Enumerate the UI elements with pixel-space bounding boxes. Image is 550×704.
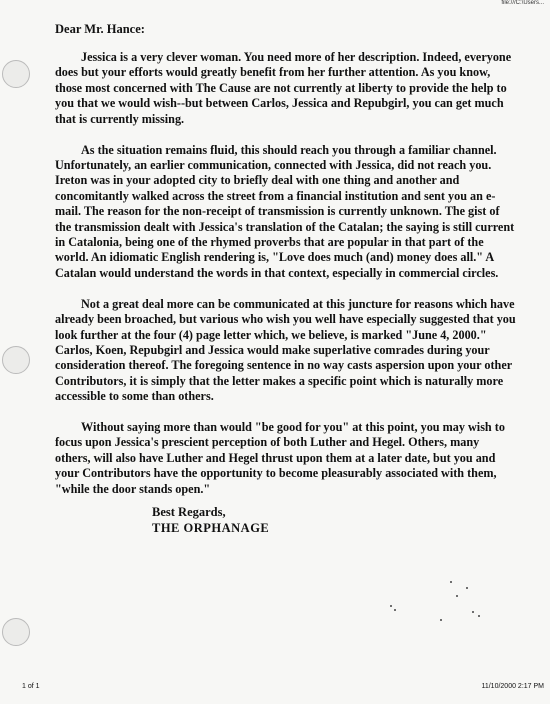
paragraph-4: Without saying more than would "be good for you" at this point, you may wish to focus upon Jessica's prescient perception of both Luther and Hegel. Others, many others, will also have Luther and Hegel thrust upon them at a later date, but you and your Contributors have the opportunity to become pleasurably associated with them, "while the door stands open." bbox=[55, 420, 505, 496]
salutation: Dear Mr. Hance: bbox=[55, 22, 145, 36]
closing-block bbox=[152, 504, 269, 536]
binder-hole-top bbox=[2, 60, 30, 88]
speck bbox=[450, 581, 452, 583]
speck bbox=[456, 595, 458, 597]
speck bbox=[440, 619, 442, 621]
speck bbox=[478, 615, 480, 617]
print-timestamp: 11/10/2000 2:17 PM bbox=[481, 683, 544, 690]
paragraph-3: Not a great deal more can be communicated at this juncture for reasons which have already been broached, but various who wish you well have especially suggested that you look further at the four (4) page letter which, we believe, is marked "June 4, 2000." Carlos, Koen, Repubgirl and Jessica would make superlative comrades during your consideration thereof. The foregoing sentence in no way casts aspersion upon your other Contributors, it is simply that the letter makes a specific point which is naturally more accessible to some than others. bbox=[55, 296, 516, 404]
speck bbox=[472, 611, 474, 613]
paragraph-2: As the situation remains fluid, this should reach you through a familiar channel. Unfortunately, an earlier communication, connected with Jessica, did not reach you. Ireton was in your adopted city to briefly deal with one thing and another and concomitantly walked across the street from a financial institution and sent you an e-mail. The reason for the non-receipt of transmission is currently unknown. The gist of the transmission dealt with Jessica's translation of the Catalan; the saying is still current in Catalonia, being one of the rhymed proverbs that are popular in that part of the world. An idiomatic English rendering is, "Love does much (and) money does all." A Catalan would understand the words in that context, especially in commercial circles. bbox=[55, 142, 515, 280]
closing-line: Best Regards, bbox=[152, 505, 226, 519]
signature: THE ORPHANAGE bbox=[152, 521, 270, 535]
binder-hole-bottom bbox=[2, 618, 30, 646]
letter-body bbox=[55, 50, 517, 513]
speck bbox=[394, 609, 396, 611]
paragraph-1: Jessica is a very clever woman. You need more of her description. Indeed, everyone does but your efforts would greatly benefit from her further attention. As you know, those most concerned with The Cause are not currently at liberty to provide the help to you that we would wish--but between Carlos, Jessica and Repubgirl, you can get much that is currently missing. bbox=[55, 50, 512, 126]
scan-specks bbox=[380, 575, 490, 625]
fax-header: file:///C:\Users... bbox=[501, 0, 544, 6]
page-indicator: 1 of 1 bbox=[22, 683, 40, 690]
speck bbox=[390, 605, 392, 607]
speck bbox=[466, 587, 468, 589]
binder-hole-middle bbox=[2, 346, 30, 374]
